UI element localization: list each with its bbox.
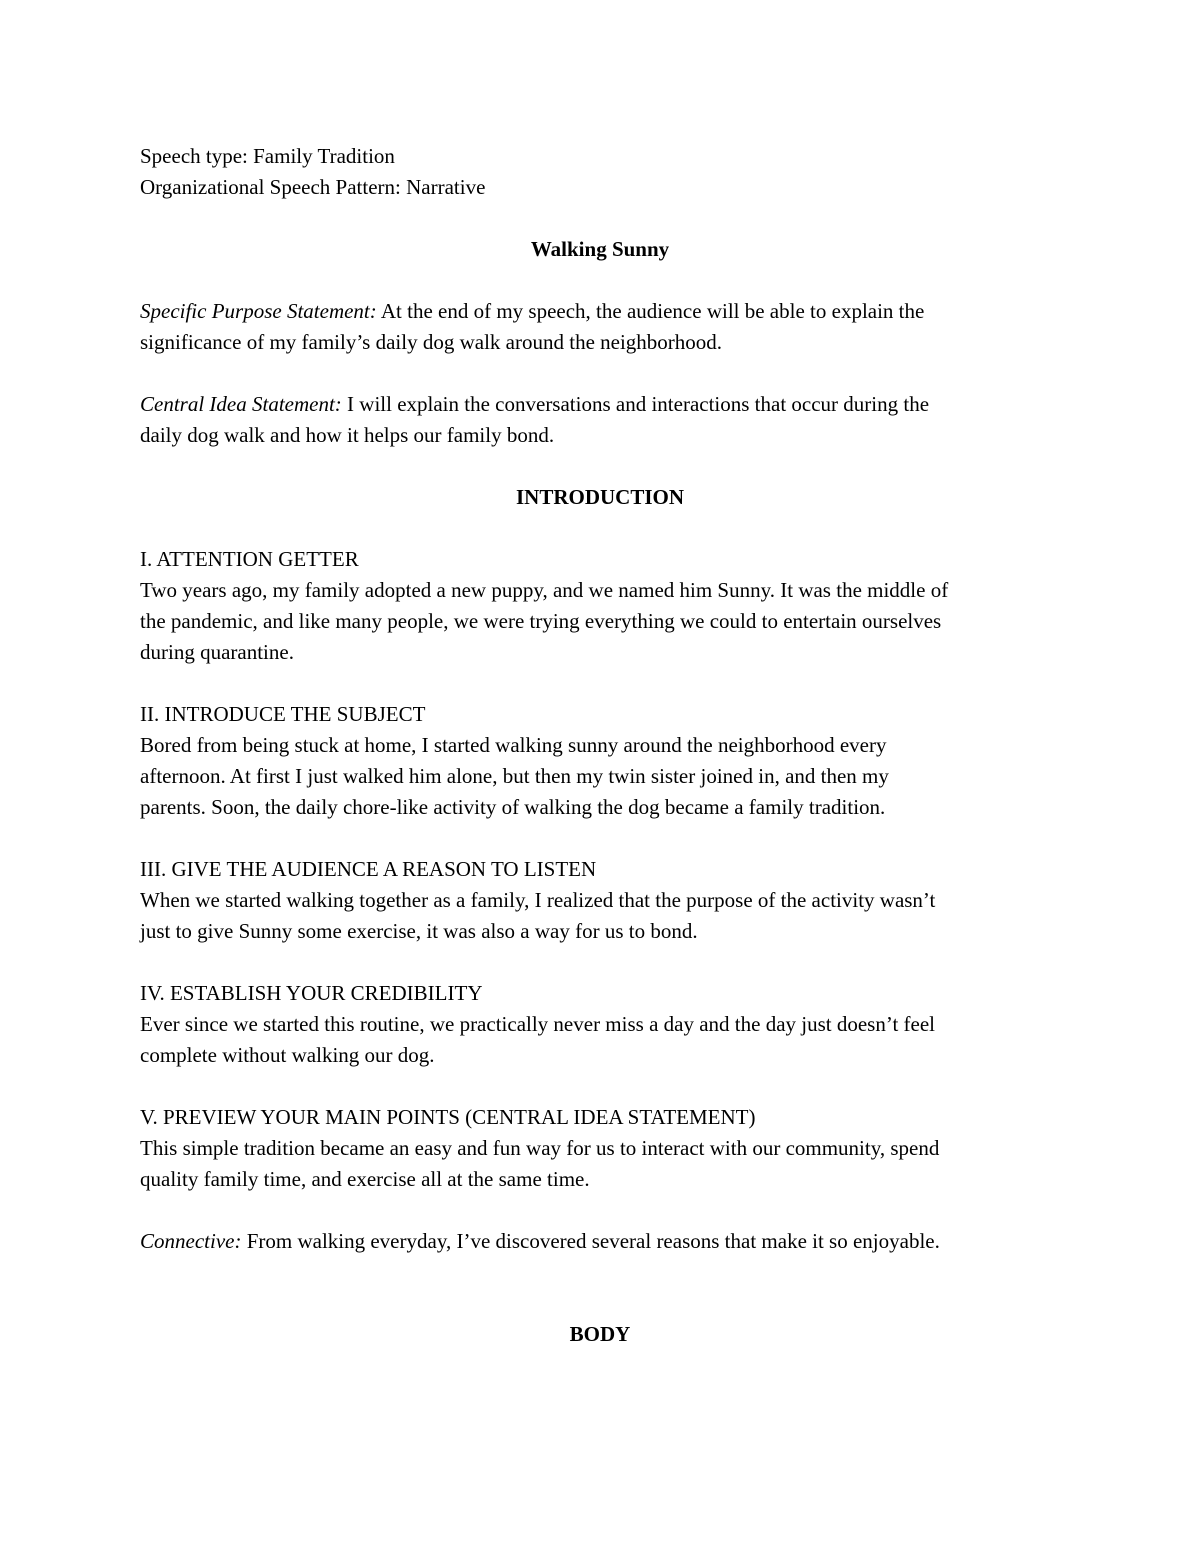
speech-type-line: Speech type: Family Tradition [140, 144, 395, 168]
connective-label: Connective: [140, 1229, 242, 1253]
document-title: Walking Sunny [530, 237, 670, 261]
section-preview-main-points [140, 1102, 1060, 1195]
specific-purpose-text: At the end of my speech, the audience will be able to explain the significance of my family’s daily dog walk around the neighborhood. [140, 299, 925, 354]
section-text: Bored from being stuck at home, I started walking sunny around the neighborhood every afternoon. At first I just walked him alone, but then my twin sister joined in, and then my parents. Soon, the daily chore-like activity of walking the dog became a family tradition. [140, 733, 889, 819]
section-heading: III. GIVE THE AUDIENCE A REASON TO LISTEN [140, 857, 597, 881]
section-text: This simple tradition became an easy and fun way for us to interact with our community, spend quality family time, and exercise all at the same time. [140, 1136, 940, 1191]
document-page [140, 141, 1060, 1350]
section-reason-to-listen [140, 854, 1060, 947]
section-heading: II. INTRODUCE THE SUBJECT [140, 702, 426, 726]
central-idea-paragraph [140, 389, 1060, 451]
section-credibility [140, 978, 1060, 1071]
introduction-heading: INTRODUCTION [515, 485, 685, 509]
section-text: Ever since we started this routine, we practically never miss a day and the day just doesn’t feel complete without walking our dog. [140, 1012, 936, 1067]
section-introduce-subject [140, 699, 1060, 823]
specific-purpose-label: Specific Purpose Statement: [140, 299, 377, 323]
connective-text: From walking everyday, I’ve discovered several reasons that make it so enjoyable. [241, 1229, 940, 1253]
speech-pattern-line: Organizational Speech Pattern: Narrative [140, 175, 486, 199]
specific-purpose-paragraph [140, 296, 1060, 358]
section-heading: V. PREVIEW YOUR MAIN POINTS (CENTRAL IDEA STATEMENT) [140, 1105, 756, 1129]
section-text: When we started walking together as a family, I realized that the purpose of the activity wasn’t just to give Sunny some exercise, it was also a way for us to bond. [140, 888, 936, 943]
central-idea-label: Central Idea Statement: [140, 392, 342, 416]
section-heading: IV. ESTABLISH YOUR CREDIBILITY [140, 981, 483, 1005]
connective-paragraph [140, 1226, 1060, 1257]
section-attention-getter [140, 544, 1060, 668]
section-heading: I. ATTENTION GETTER [140, 547, 359, 571]
section-text: Two years ago, my family adopted a new puppy, and we named him Sunny. It was the middle of the pandemic, and like many people, we were trying everything we could to entertain ourselves during quarantine. [140, 578, 949, 664]
central-idea-text: I will explain the conversations and interactions that occur during the daily dog walk and how it helps our family bond. [140, 392, 930, 447]
body-heading: BODY [569, 1322, 631, 1346]
